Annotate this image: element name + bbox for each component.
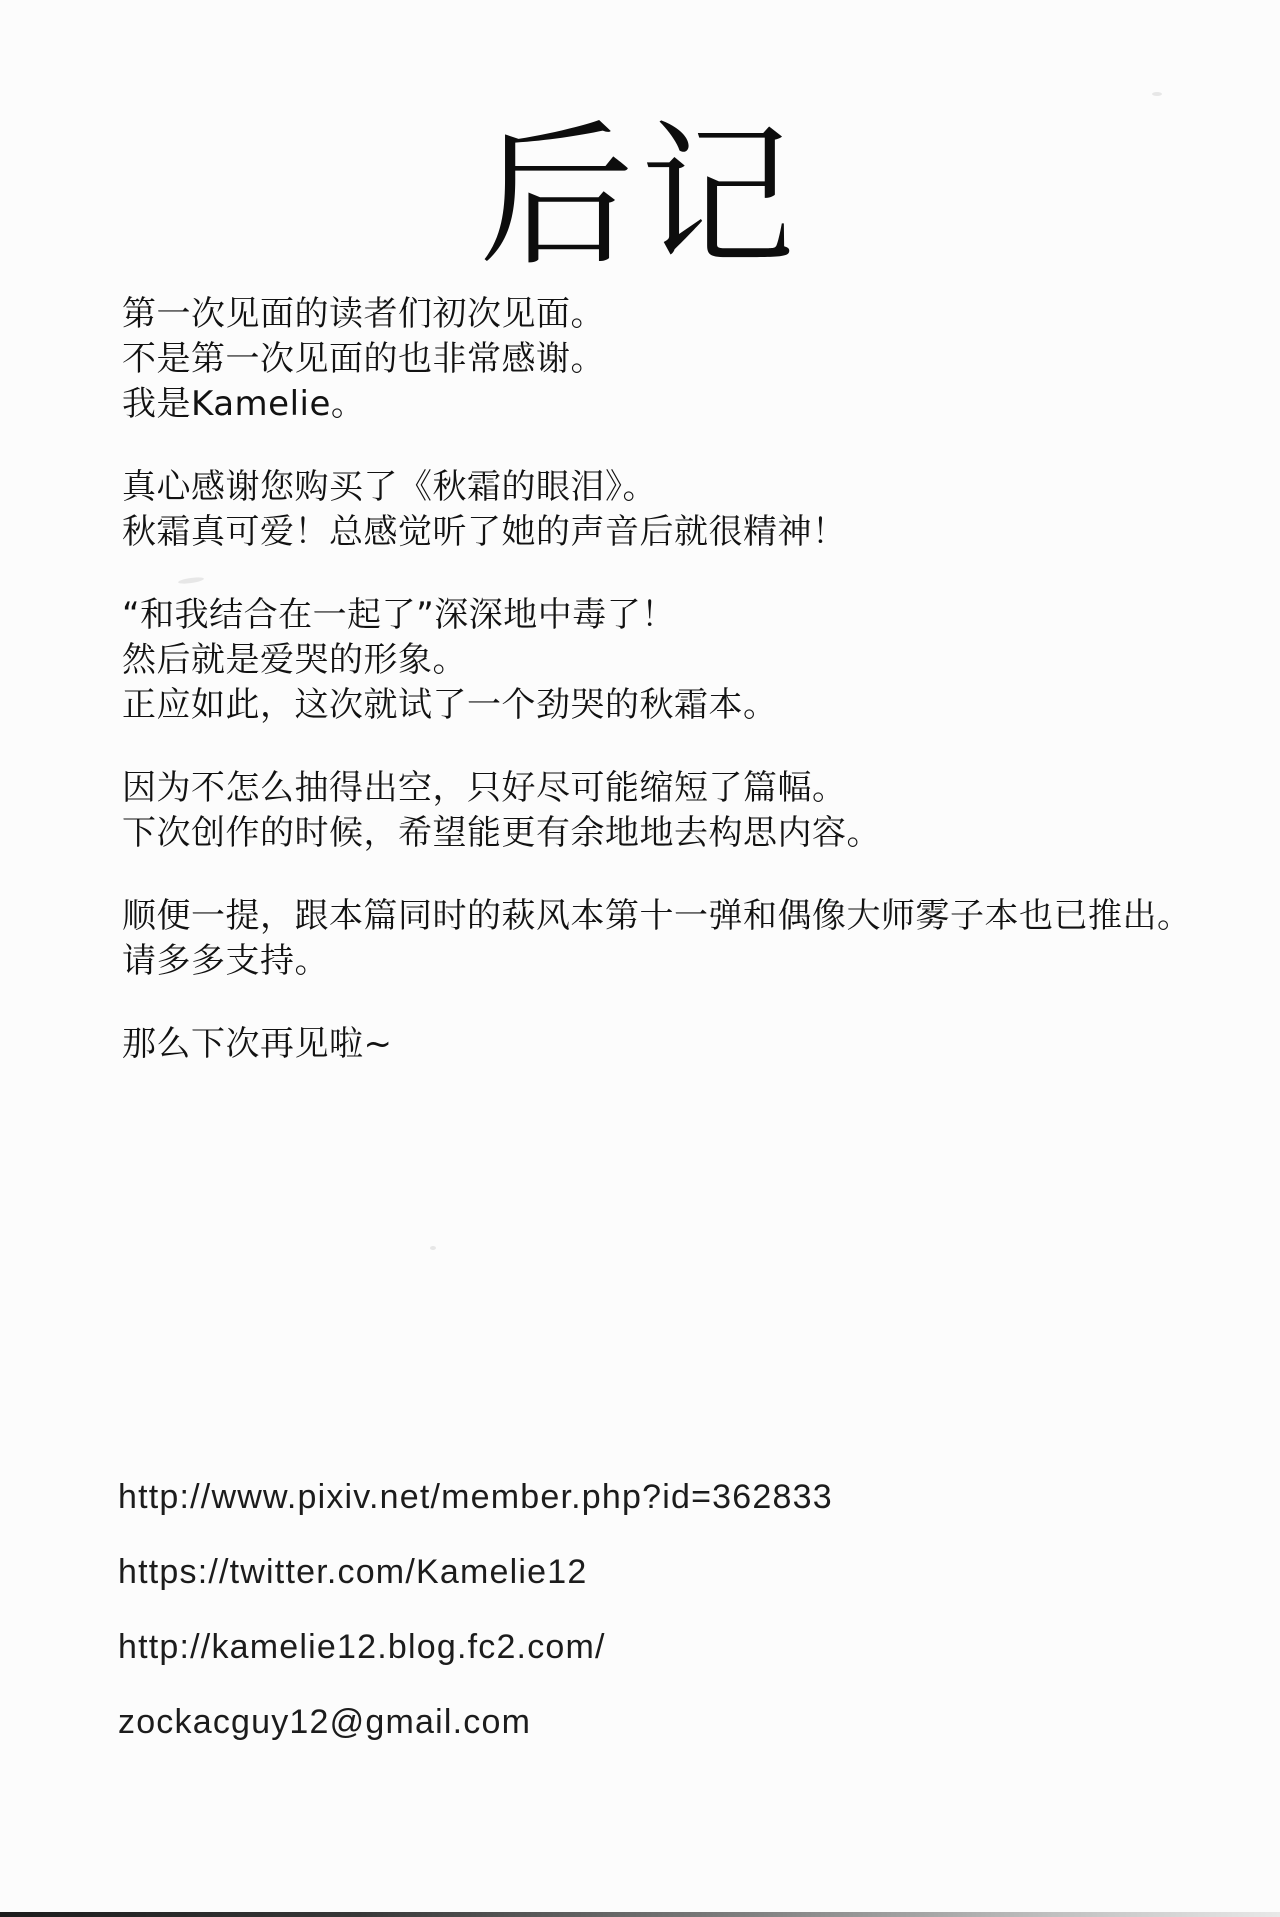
text-line: 真心感谢您购买了《秋霜的眼泪》。 bbox=[122, 467, 657, 507]
link-url: http://kamelie12.blog.fc2.com/ bbox=[118, 1628, 606, 1666]
paragraph bbox=[122, 465, 1230, 555]
scan-speck bbox=[430, 1246, 436, 1250]
scan-edge bbox=[0, 1912, 1280, 1917]
paragraph bbox=[122, 894, 1230, 984]
text-line: 第一次见面的读者们初次见面。 bbox=[122, 294, 605, 334]
link-url: http://www.pixiv.net/member.php?id=362833 bbox=[118, 1478, 833, 1516]
text-line: 下次创作的时候，希望能更有余地地去构思内容。 bbox=[122, 813, 881, 853]
text-line: 顺便一提，跟本篇同时的萩风本第十一弹和偶像大师雾子本也已推出。 bbox=[122, 896, 1192, 936]
paragraph bbox=[122, 1022, 1230, 1067]
paragraph bbox=[122, 593, 1230, 728]
text-line: 请多多支持。 bbox=[122, 941, 329, 981]
scan-speck bbox=[1152, 92, 1162, 96]
page-title: 后记 bbox=[479, 106, 801, 287]
text-line: 那么下次再见啦~ bbox=[122, 1024, 393, 1064]
text-line: 因为不怎么抽得出空，只好尽可能缩短了篇幅。 bbox=[122, 768, 847, 808]
paragraph bbox=[122, 292, 1230, 427]
text-line: 我是Kamelie。 bbox=[122, 384, 366, 424]
afterword-body bbox=[122, 292, 1230, 1105]
text-line: 然后就是爱哭的形象。 bbox=[122, 640, 467, 680]
text-line: 正应如此，这次就试了一个劲哭的秋霜本。 bbox=[122, 685, 778, 725]
contact-links bbox=[118, 1480, 833, 1780]
link-url: https://twitter.com/Kamelie12 bbox=[118, 1553, 588, 1591]
paragraph bbox=[122, 766, 1230, 856]
text-line: 不是第一次见面的也非常感谢。 bbox=[122, 339, 605, 379]
text-line: “和我结合在一起了”深深地中毒了！ bbox=[122, 595, 676, 635]
link-url: zockacguy12@gmail.com bbox=[118, 1703, 532, 1741]
text-line: 秋霜真可爱！总感觉听了她的声音后就很精神！ bbox=[122, 512, 847, 552]
